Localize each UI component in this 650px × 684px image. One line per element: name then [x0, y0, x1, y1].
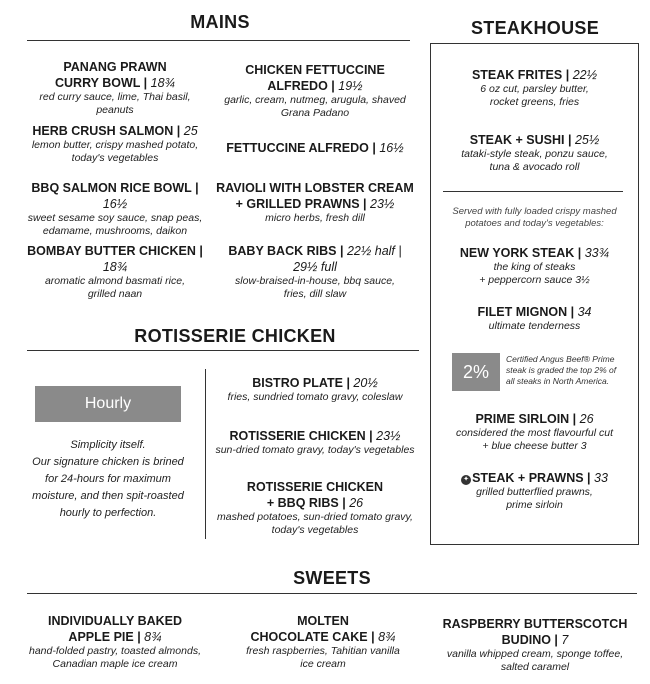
item-name: NEW YORK STEAK [459, 246, 575, 260]
item-description: fries, sundried tomato gravy, coleslaw [227, 391, 403, 403]
menu-item-baby-back-ribs: BABY BACK RIBS | 22½ half | 29½ full slow-braised-in-house, bbq sauce, fries, dill slaw [215, 243, 415, 302]
item-name-line2: CURRY BOWL [55, 76, 141, 90]
item-name: PANANG PRAWN [63, 60, 167, 74]
item-price: 8¾ [144, 630, 162, 644]
item-name: FETTUCCINE ALFREDO [226, 141, 369, 155]
mains-heading: MAINS [190, 12, 250, 32]
item-description: ultimate tenderness [488, 320, 581, 332]
menu-item-raspberry-budino: RASPBERRY BUTTERSCOTCH BUDINO | 7 vanilla whipped cream, sponge toffee, salted caramel [430, 616, 640, 675]
item-name: STEAK FRITES [471, 68, 563, 82]
sweets-heading: SWEETS [293, 568, 371, 588]
menu-item-panang-prawn: PANANG PRAWN CURRY BOWL | 18¾ red curry sauce, lime, Thai basil, peanuts [20, 59, 210, 118]
item-description: aromatic almond basmati rice, [44, 275, 186, 287]
item-name: MOLTEN [297, 614, 349, 628]
item-description: lemon butter, crispy mashed potato, [31, 139, 199, 151]
item-name: BISTRO PLATE [252, 376, 343, 390]
certified-percent-badge: 2% [452, 353, 500, 391]
blurb-line1: Simplicity itself. [70, 439, 146, 451]
item-description: hand-folded pastry, toasted almonds, [29, 645, 201, 657]
steakhouse-divider [443, 191, 623, 192]
blurb-line4: moisture, and then spit-roasted [32, 490, 184, 503]
item-name: CHICKEN FETTUCCINE [245, 63, 385, 77]
item-name-line2: BUDINO [501, 633, 551, 647]
item-name: RAVIOLI WITH LOBSTER CREAM [216, 181, 414, 195]
item-price: 18¾ [150, 76, 175, 90]
item-description: tataki-style steak, ponzu sauce, [461, 148, 608, 160]
steakhouse-heading: STEAKHOUSE [470, 18, 599, 38]
item-price: 22½ [572, 68, 598, 82]
menu-item-fettuccine-alfredo: FETTUCCINE ALFREDO | 16½ [226, 141, 404, 155]
certified-line3: all steaks in North America. [506, 376, 610, 387]
item-price: 23½ [376, 429, 401, 443]
item-price: 25 [183, 124, 198, 138]
menu-item-filet-mignon: FILET MIGNON | 34 ultimate tenderness [432, 304, 637, 333]
menu-item-chicken-fettuccine-alfredo: CHICKEN FETTUCCINE ALFREDO | 19½ garlic, cream, nutmeg, arugula, shaved Grana Padano [215, 62, 415, 121]
menu-item-new-york-steak: NEW YORK STEAK | 33¾ the king of steaks + peppercorn sauce 3½ [432, 245, 637, 288]
hourly-banner: Hourly [35, 386, 181, 422]
item-name: STEAK + PRAWNS [472, 471, 584, 485]
rotisserie-heading: ROTISSERIE CHICKEN [134, 326, 336, 346]
item-description: mashed potatoes, sun-dried tomato gravy, [217, 511, 413, 523]
item-name: RASPBERRY BUTTERSCOTCH [442, 617, 628, 631]
menu-item-steak-prawns: ✦ STEAK + PRAWNS | 33 grilled butterflied prawns, prime sirloin [432, 470, 637, 513]
item-price: 23½ [370, 197, 395, 211]
item-description-line2: Grana Padano [280, 107, 350, 120]
rotisserie-blurb [20, 437, 196, 522]
item-description: grilled butterflied prawns, [476, 486, 593, 498]
item-price: 33 [594, 471, 608, 485]
menu-item-prime-sirloin: PRIME SIRLOIN | 26 considered the most flavourful cut + blue cheese butter 3 [432, 411, 637, 454]
item-description-line2: edamame, mushrooms, daikon [42, 225, 188, 238]
menu-item-molten-chocolate-cake: MOLTEN CHOCOLATE CAKE | 8¾ fresh raspberries, Tahitian vanilla ice cream [228, 613, 418, 672]
sweets-divider [27, 593, 637, 594]
item-description-line2: fries, dill slaw [283, 288, 347, 301]
certified-line2: steak is graded the top 2% of [506, 365, 617, 376]
item-description: garlic, cream, nutmeg, arugula, shaved [224, 94, 406, 106]
item-name: BABY BACK RIBS [228, 244, 337, 258]
certified-angus-note [506, 354, 631, 387]
menu-item-bistro-plate: BISTRO PLATE | 20½ fries, sundried tomato gravy, coleslaw [210, 375, 420, 404]
item-price: 7 [561, 633, 569, 647]
item-name: FILET MIGNON [477, 305, 568, 319]
item-name: BOMBAY BUTTER CHICKEN [27, 244, 196, 258]
item-description: red curry sauce, lime, Thai basil, peanuts [39, 91, 191, 117]
item-price: 33¾ [584, 246, 610, 260]
item-description-line2: ice cream [300, 658, 346, 671]
rotisserie-divider [27, 350, 419, 351]
item-name-line2: + BBQ RIBS [266, 496, 339, 510]
blurb-line5: hourly to perfection. [59, 507, 157, 520]
ocean-wise-icon: ✦ [461, 475, 471, 485]
item-price: 34 [577, 305, 592, 319]
menu-item-steak-sushi: STEAK + SUSHI | 25½ tataki-style steak, ponzu sauce, tuna & avocado roll [432, 132, 637, 175]
item-name: ROTISSERIE CHICKEN [229, 429, 366, 443]
certified-line1: Certified Angus Beef® Prime [506, 354, 615, 364]
item-price: 16½ [379, 141, 404, 155]
item-name: INDIVIDUALLY BAKED [47, 614, 183, 628]
item-description-line2: + peppercorn sauce 3½ [479, 274, 590, 287]
item-description-line2: + blue cheese butter 3 [482, 440, 587, 453]
item-description: micro herbs, fresh dill [265, 212, 365, 224]
mains-divider [27, 40, 410, 41]
item-name-line2: CHOCOLATE CAKE [250, 630, 368, 644]
item-description-line2: today's vegetables [271, 524, 359, 537]
item-description-line2: salted caramel [500, 661, 570, 674]
item-description: fresh raspberries, Tahitian vanilla [246, 645, 400, 657]
blurb-line3: for 24-hours for maximum [45, 473, 171, 486]
item-price: 26 [579, 412, 594, 426]
item-name-line2: APPLE PIE [68, 630, 134, 644]
item-description-line2: today's vegetables [71, 152, 159, 165]
item-price: 8¾ [378, 630, 396, 644]
item-description-line2: tuna & avocado roll [489, 161, 580, 174]
served-note-line1: Served with fully loaded crispy mashed [452, 206, 617, 217]
menu-item-rotisserie-bbq-ribs: ROTISSERIE CHICKEN + BBQ RIBS | 26 mashed potatoes, sun-dried tomato gravy, today's vegetables [210, 479, 420, 538]
item-description: vanilla whipped cream, sponge toffee, [446, 648, 624, 660]
served-with-note [432, 206, 637, 230]
rotisserie-vertical-divider [205, 369, 206, 539]
menu-item-apple-pie: INDIVIDUALLY BAKED APPLE PIE | 8¾ hand-folded pastry, toasted almonds, Canadian maple ice cream [10, 613, 220, 672]
item-description: the king of steaks [493, 261, 576, 273]
served-note-line2: potatoes and today's vegetables: [465, 218, 604, 230]
item-name: ROTISSERIE CHICKEN [246, 480, 384, 494]
item-description: sweet sesame soy sauce, snap peas, [27, 212, 203, 224]
item-description: slow-braised-in-house, bbq sauce, [235, 275, 395, 287]
item-description: sun-dried tomato gravy, today's vegetables [215, 444, 415, 456]
item-name: STEAK + SUSHI [469, 133, 565, 147]
item-name: HERB CRUSH SALMON [32, 124, 174, 138]
menu-item-herb-crush-salmon: HERB CRUSH SALMON | 25 lemon butter, crispy mashed potato, today's vegetables [20, 123, 210, 166]
menu-item-steak-frites: STEAK FRITES | 22½ 6 oz cut, parsley butter, rocket greens, fries [432, 67, 637, 110]
item-name-line2: ALFREDO [267, 79, 328, 93]
item-name: BBQ SALMON RICE BOWL [31, 181, 192, 195]
item-price: 26 [349, 496, 364, 510]
menu-item-ravioli-lobster: RAVIOLI WITH LOBSTER CREAM + GRILLED PRAWNS | 23½ micro herbs, fresh dill [216, 181, 414, 224]
item-description-line2: grilled naan [87, 288, 143, 301]
item-description-line2: Canadian maple ice cream [52, 658, 178, 671]
item-price: 25½ [574, 133, 600, 147]
item-price: 16½ [102, 197, 128, 211]
menu-item-bombay-butter-chicken: BOMBAY BUTTER CHICKEN | 18¾ aromatic almond basmati rice, grilled naan [20, 243, 210, 302]
item-description-line2: rocket greens, fries [489, 96, 580, 109]
item-price: 20½ [353, 376, 378, 390]
item-price: 18¾ [102, 260, 128, 274]
item-description: 6 oz cut, parsley butter, [480, 83, 589, 95]
item-price: 22½ half | 29½ full [293, 244, 402, 274]
item-description-line2: prime sirloin [506, 499, 563, 512]
menu-item-bbq-salmon-rice-bowl: BBQ SALMON RICE BOWL | 16½ sweet sesame soy sauce, snap peas, edamame, mushrooms, daikon [20, 180, 210, 239]
menu-item-rotisserie-chicken: ROTISSERIE CHICKEN | 23½ sun-dried tomato gravy, today's vegetables [210, 428, 420, 457]
item-name-line2: + GRILLED PRAWNS [235, 197, 360, 211]
blurb-line2: Our signature chicken is brined [32, 456, 184, 469]
item-name: PRIME SIRLOIN [475, 412, 570, 426]
item-description: considered the most flavourful cut [456, 427, 613, 439]
item-price: 19½ [338, 79, 363, 93]
